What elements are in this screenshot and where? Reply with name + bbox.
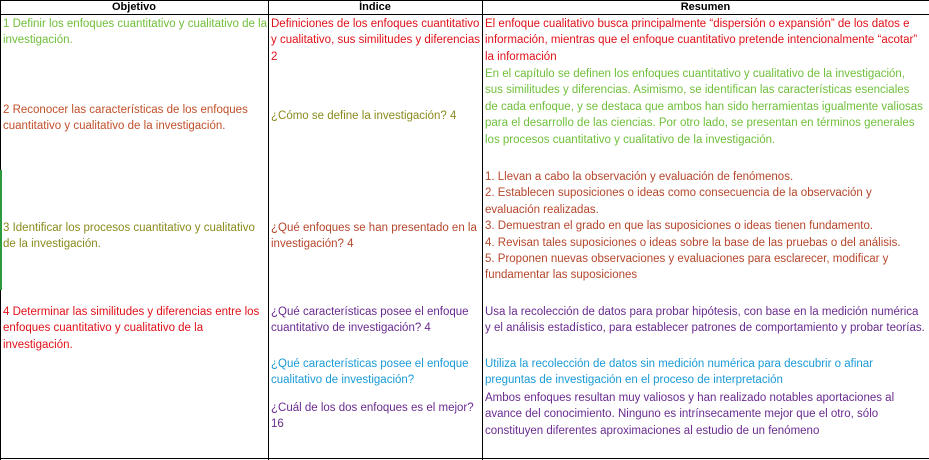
indice-2: ¿Cómo se define la investigación? 4 [271, 110, 457, 122]
resumen-1: El enfoque cualitativo busca principalmente “dispersión o expansión” de los datos e información, mientras que el enfoque cuantitativo pretende intencionalmente “acotar” la información [485, 18, 918, 63]
resumen-steps-list [485, 169, 925, 284]
indice-1: Definiciones de los enfoques cuantitativo y cualitativo, sus similitudes y diferencias 2 [271, 18, 480, 63]
resumen-6: Ambos enfoques resultan muy valiosos y han realizado notables aportaciones al avance del conocimiento. Ninguno es intrínsecamente mejor que el otro, sólo constituyen diferentes aproximaciones al estudio de un fenómeno [485, 392, 895, 437]
resumen-4: Usa la recolección de datos para probar hipótesis, con base en la medición numérica y el análisis estadístico, para establecer patrones de comportamiento y probar teorías. [485, 306, 925, 335]
resumen-column [485, 16, 925, 456]
list-item: 4. Revisan tales suposiciones o ideas sobre la base de las pruebas o del análisis. [485, 236, 901, 249]
left-accent-bar [0, 170, 2, 290]
list-item: 2. Establecen suposiciones o ideas como consecuencia de la observación y evaluación realizadas. [485, 187, 872, 216]
indice-5: ¿Qué características posee el enfoque cualitativo de investigación? [271, 358, 469, 387]
column-divider-1 [268, 0, 269, 460]
indice-6: ¿Cuál de los dos enfoques es el mejor? 16 [271, 402, 474, 431]
objetivo-1: 1 Definir los enfoques cuantitativo y cualitativo de la investigación. [3, 18, 267, 47]
resumen-2: En el capítulo se definen los enfoques cuantitativo y cualitativo de la investigación, sus similitudes y diferencias. Asimismo, se identifican las características esenciales de cada enfoque, y se destaca que ambos han sido herramientas igualmente valiosas para el desarrollo de las ciencias. Por otro lado, se presentan en términos generales los procesos cuantitativo y cualitativo de la investigación. [485, 68, 923, 146]
objetivo-3: 3 Identificar los procesos cuantitativo y cualitativo de la investigación. [3, 222, 255, 251]
header-indice: Índice [268, 0, 482, 15]
objetivo-4: 4 Determinar las similitudes y diferencias entre los enfoques cuantitativo y cualitativo de la investigación. [3, 306, 260, 351]
table-top-border [0, 0, 929, 1]
header-resumen: Resumen [482, 0, 929, 15]
resumen-5: Utiliza la recolección de datos sin medición numérica para descubrir o afinar preguntas de investigación en el proceso de interpretación [485, 358, 873, 387]
objetivo-2: 2 Reconocer las características de los enfoques cuantitativo y cualitativo de la investigación. [3, 104, 248, 133]
header-objetivo: Objetivo [0, 0, 268, 15]
column-divider-2 [482, 0, 483, 460]
indice-4: ¿Qué características posee el enfoque cuantitativo de investigación? 4 [271, 306, 469, 335]
objetivo-column [3, 16, 267, 456]
list-item: 5. Proponen nuevas observaciones y evaluaciones para esclarecer, modificar y fundamentar las suposiciones [485, 253, 889, 282]
list-item: 3. Demuestran el grado en que las suposiciones o ideas tienen fundamento. [485, 220, 874, 233]
list-item: 1. Llevan a cabo la observación y evaluación de fenómenos. [485, 171, 794, 183]
indice-3: ¿Qué enfoques se han presentado en la investigación? 4 [271, 222, 477, 251]
table-bottom-border [0, 458, 929, 459]
indice-column [271, 16, 481, 456]
